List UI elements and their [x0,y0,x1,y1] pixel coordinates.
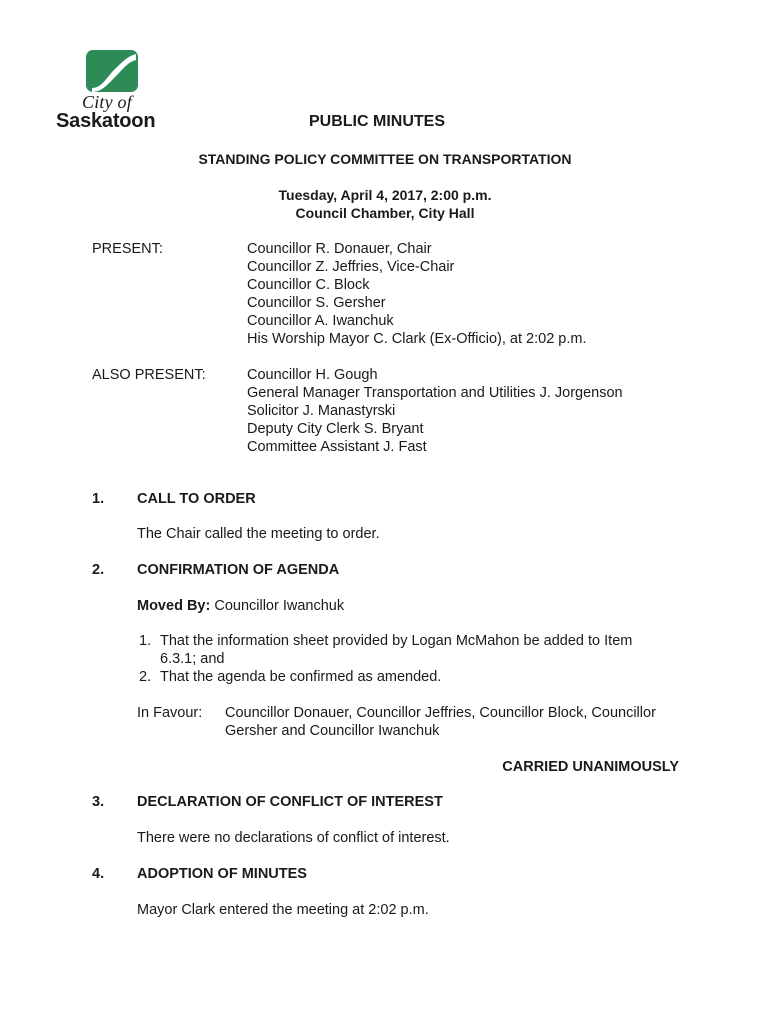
meeting-date: Tuesday, April 4, 2017, 2:00 p.m. [278,187,492,203]
logo-city-of-text: City of [82,92,132,112]
committee-name: STANDING POLICY COMMITTEE ON TRANSPORTATION [198,151,572,167]
also-present-name: Deputy City Clerk S. Bryant [247,421,424,437]
also-present-list [247,366,623,456]
section-heading: DECLARATION OF CONFLICT OF INTEREST [137,794,443,810]
logo-saskatoon-text: Saskatoon [56,110,156,132]
city-logo [56,48,176,138]
present-name: Councillor R. Donauer, Chair [247,241,432,257]
present-name: Councillor Z. Jeffries, Vice-Chair [247,259,455,275]
section-number: 3. [92,794,105,810]
present-name: Councillor C. Block [247,277,370,293]
also-present-name: Committee Assistant J. Fast [247,439,427,455]
agenda-item-number: 2. [139,669,152,685]
saskatoon-logo-mark-icon [56,48,176,94]
moved-by-value: Councillor Iwanchuk [210,598,345,614]
section-heading: CONFIRMATION OF AGENDA [137,562,340,578]
section-text: The Chair called the meeting to order. [137,526,380,542]
present-name: His Worship Mayor C. Clark (Ex-Officio), at 2:02 p.m. [247,331,587,347]
also-present-name: Councillor H. Gough [247,367,378,383]
moved-by [137,597,344,615]
meeting-location: Council Chamber, City Hall [295,205,475,221]
present-list [247,240,587,348]
agenda-item-text: 6.3.1; and [160,651,225,667]
also-present-label: ALSO PRESENT: [92,367,206,383]
section-number: 4. [92,866,105,882]
present-name: Councillor S. Gersher [247,295,386,311]
section-text: Mayor Clark entered the meeting at 2:02 p.m. [137,902,429,918]
page-title: PUBLIC MINUTES [309,113,445,130]
section-number: 1. [92,491,105,507]
motion-result: CARRIED UNANIMOUSLY [502,759,679,775]
section-heading: CALL TO ORDER [137,491,256,507]
moved-by-label: Moved By: [137,598,211,614]
section-number: 2. [92,562,105,578]
in-favour-names: Gersher and Councillor Iwanchuk [225,723,440,739]
agenda-item-text: That the information sheet provided by Logan McMahon be added to Item [160,633,633,649]
in-favour-names: Councillor Donauer, Councillor Jeffries, Councillor Block, Councillor [225,705,656,721]
present-name: Councillor A. Iwanchuk [247,313,394,329]
section-text: There were no declarations of conflict of interest. [137,830,450,846]
also-present-name: General Manager Transportation and Utilities J. Jorgenson [247,385,623,401]
agenda-item-number: 1. [139,633,152,649]
present-label: PRESENT: [92,241,163,257]
also-present-name: Solicitor J. Manastyrski [247,403,396,419]
agenda-item-text: That the agenda be confirmed as amended. [160,669,442,685]
section-heading: ADOPTION OF MINUTES [137,866,307,882]
in-favour-label: In Favour: [137,705,203,721]
